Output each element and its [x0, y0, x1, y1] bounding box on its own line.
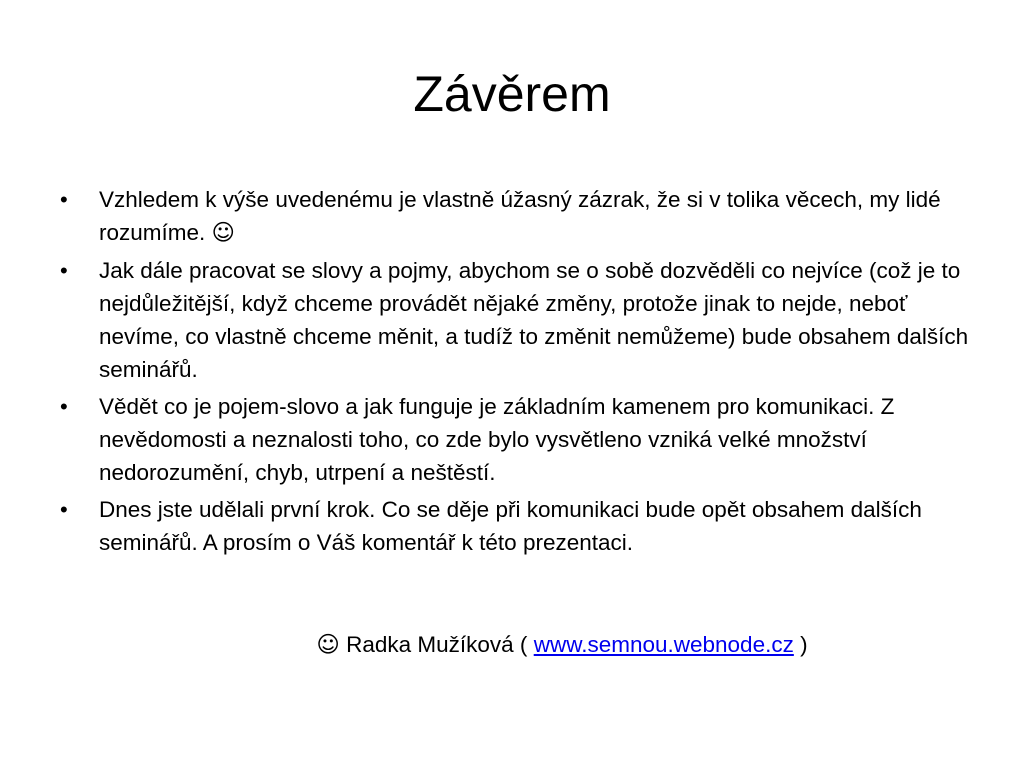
footer-line — [316, 628, 807, 662]
smiley-icon: ☺ — [316, 632, 340, 658]
bullet-icon: • — [60, 258, 68, 283]
smiley-icon: ☺ — [211, 220, 236, 246]
bullet-text: Dnes jste udělali první krok. Co se děje při komunikaci bude opět obsahem dalších seminářů. A prosím o Váš komentář k této prezentaci. — [99, 497, 922, 555]
bullet-list — [60, 183, 970, 563]
author-footer — [0, 628, 1024, 662]
bullet-item — [60, 493, 970, 559]
website-link[interactable]: www.semnou.webnode.cz — [533, 632, 794, 657]
footer-suffix: ) — [800, 632, 808, 657]
slide-title: Závěrem — [413, 66, 611, 122]
bullet-item — [60, 183, 970, 250]
bullet-icon: • — [60, 497, 68, 522]
author-name: Radka Mužíková ( — [346, 632, 528, 657]
bullet-text: Jak dále pracovat se slovy a pojmy, abychom se o sobě dozvěděli co nejvíce (což je to nejdůležitější, když chceme provádět nějaké změny, protože jinak to nejde, neboť nevíme, co vlastně chceme měnit, a tudíž to změnit nemůžeme) bude obsahem dalších seminářů. — [99, 258, 969, 382]
bullet-item — [60, 254, 970, 386]
bullet-text: Vědět co je pojem-slovo a jak funguje je základním kamenem pro komunikaci. Z nevědomosti a neznalosti toho, co zde bylo vysvětleno vzniká velké množství nedorozumění, chyb, utrpení a neštěstí. — [99, 394, 895, 485]
bullet-text: Vzhledem k výše uvedenému je vlastně úžasný zázrak, že si v tolika věcech, my lidé rozumíme. — [99, 187, 941, 245]
bullet-icon: • — [60, 187, 68, 212]
bullet-item — [60, 390, 970, 489]
bullet-icon: • — [60, 394, 68, 419]
